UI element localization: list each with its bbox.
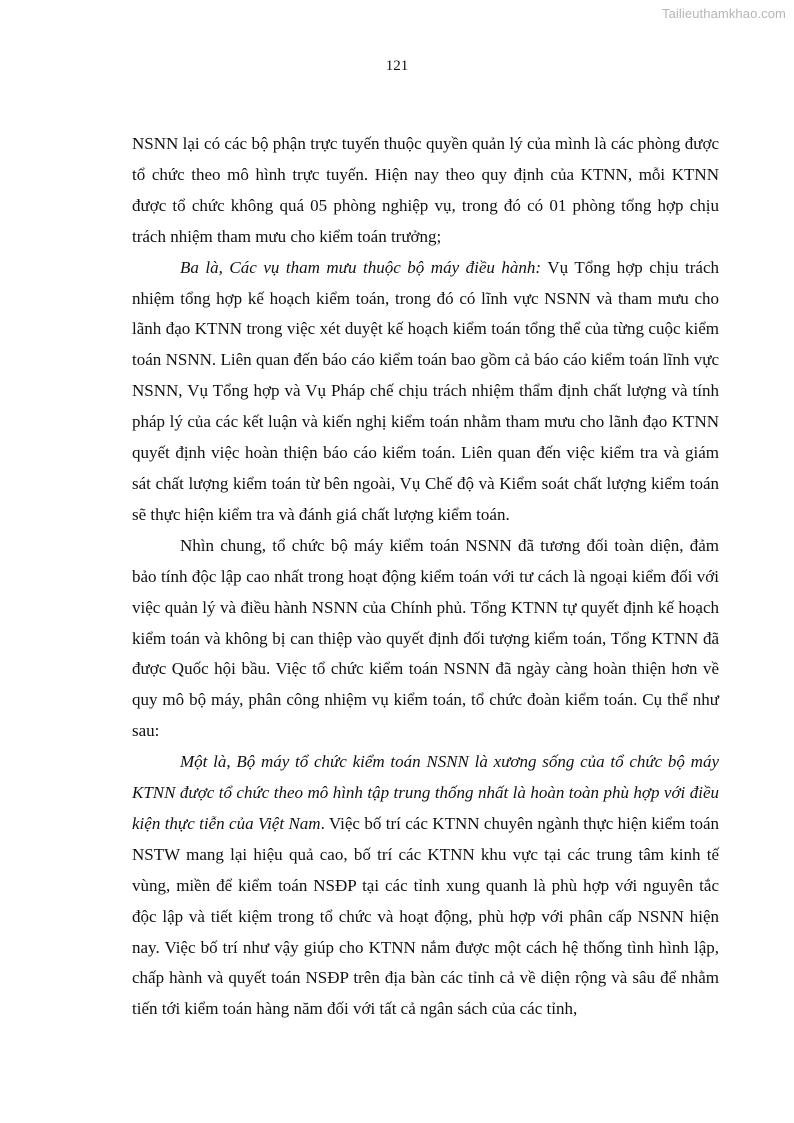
document-body: [132, 129, 719, 1025]
paragraph-nhin-chung: [132, 531, 719, 747]
paragraph-lead-in: Ba là, Các vụ tham mưu thuộc bộ máy điều hành:: [180, 257, 542, 277]
paragraph-ba-la: [132, 253, 719, 531]
paragraph-lead-in: Một là, Bộ máy tổ chức kiểm toán NSNN là xương sống của tổ chức bộ máy KTNN được tổ chức theo mô hình tập trung thống nhất là hoàn toàn phù hợp với điều kiện thực tiễn của Việt Nam: [132, 752, 719, 833]
paragraph-text: NSNN lại có các bộ phận trực tuyến thuộc quyền quản lý của mình là các phòng được tổ chức theo mô hình trực tuyến. Hiện nay theo quy định của KTNN, mỗi KTNN được tổ chức không quá 05 phòng nghiệp vụ, trong đó có 01 phòng tổng hợp chịu trách nhiệm tham mưu cho kiểm toán trưởng;: [132, 134, 719, 246]
paragraph-text: Nhìn chung, tổ chức bộ máy kiểm toán NSNN đã tương đối toàn diện, đảm bảo tính độc lập cao nhất trong hoạt động kiểm toán với tư cách là ngoại kiểm đối với việc quản lý và điều hành NSNN của Chính phủ. Tổng KTNN tự quyết định kế hoạch kiểm toán và không bị can thiệp vào quyết định đối tượng kiểm toán, Tổng KTNN đã được Quốc hội bầu. Việc tổ chức kiểm toán NSNN đã ngày càng hoàn thiện hơn về quy mô bộ máy, phân công nhiệm vụ kiểm toán, tổ chức đoàn kiểm toán. Cụ thể như sau:: [132, 535, 719, 741]
paragraph-text: Vụ Tổng hợp chịu trách nhiệm tổng hợp kế hoạch kiểm toán, trong đó có lĩnh vực NSNN và tham mưu cho lãnh đạo KTNN trong việc xét duyệt kế hoạch kiểm toán tổng thể của từng cuộc kiểm toán NSNN. Liên quan đến báo cáo kiểm toán bao gồm cả báo cáo kiểm toán lĩnh vực NSNN, Vụ Tổng hợp và Vụ Pháp chế chịu trách nhiệm thẩm định chất lượng và tính pháp lý của các kết luận và kiến nghị kiểm toán nhằm tham mưu cho lãnh đạo KTNN quyết định việc hoàn thiện báo cáo kiểm toán. Liên quan đến việc kiểm tra và giám sát chất lượng kiểm toán từ bên ngoài, Vụ Chế độ và Kiểm soát chất lượng kiểm toán sẽ thực hiện kiểm tra và đánh giá chất lượng kiểm toán.: [132, 257, 720, 524]
paragraph-continuation: [132, 129, 719, 253]
paragraph-text: . Việc bố trí các KTNN chuyên ngành thực hiện kiểm toán NSTW mang lại hiệu quả cao, bố trí các KTNN khu vực tại các trung tâm kinh tế vùng, miền để kiểm toán NSĐP tại các tỉnh xung quanh là phù hợp với nguyên tắc độc lập và tiết kiệm trong tổ chức và hoạt động, phù hợp với phân cấp NSNN hiện nay. Việc bố trí như vậy giúp cho KTNN nắm được một cách hệ thống tình hình lập, chấp hành và quyết toán NSĐP trên địa bàn các tỉnh cả về diện rộng và sâu để nhằm tiến tới kiểm toán hàng năm đối với tất cả ngân sách của các tỉnh,: [132, 813, 719, 1019]
page-number: 121: [385, 58, 409, 74]
paragraph-mot-la: [132, 747, 719, 1025]
watermark-text: Tailieuthamkhao.com: [661, 6, 786, 21]
